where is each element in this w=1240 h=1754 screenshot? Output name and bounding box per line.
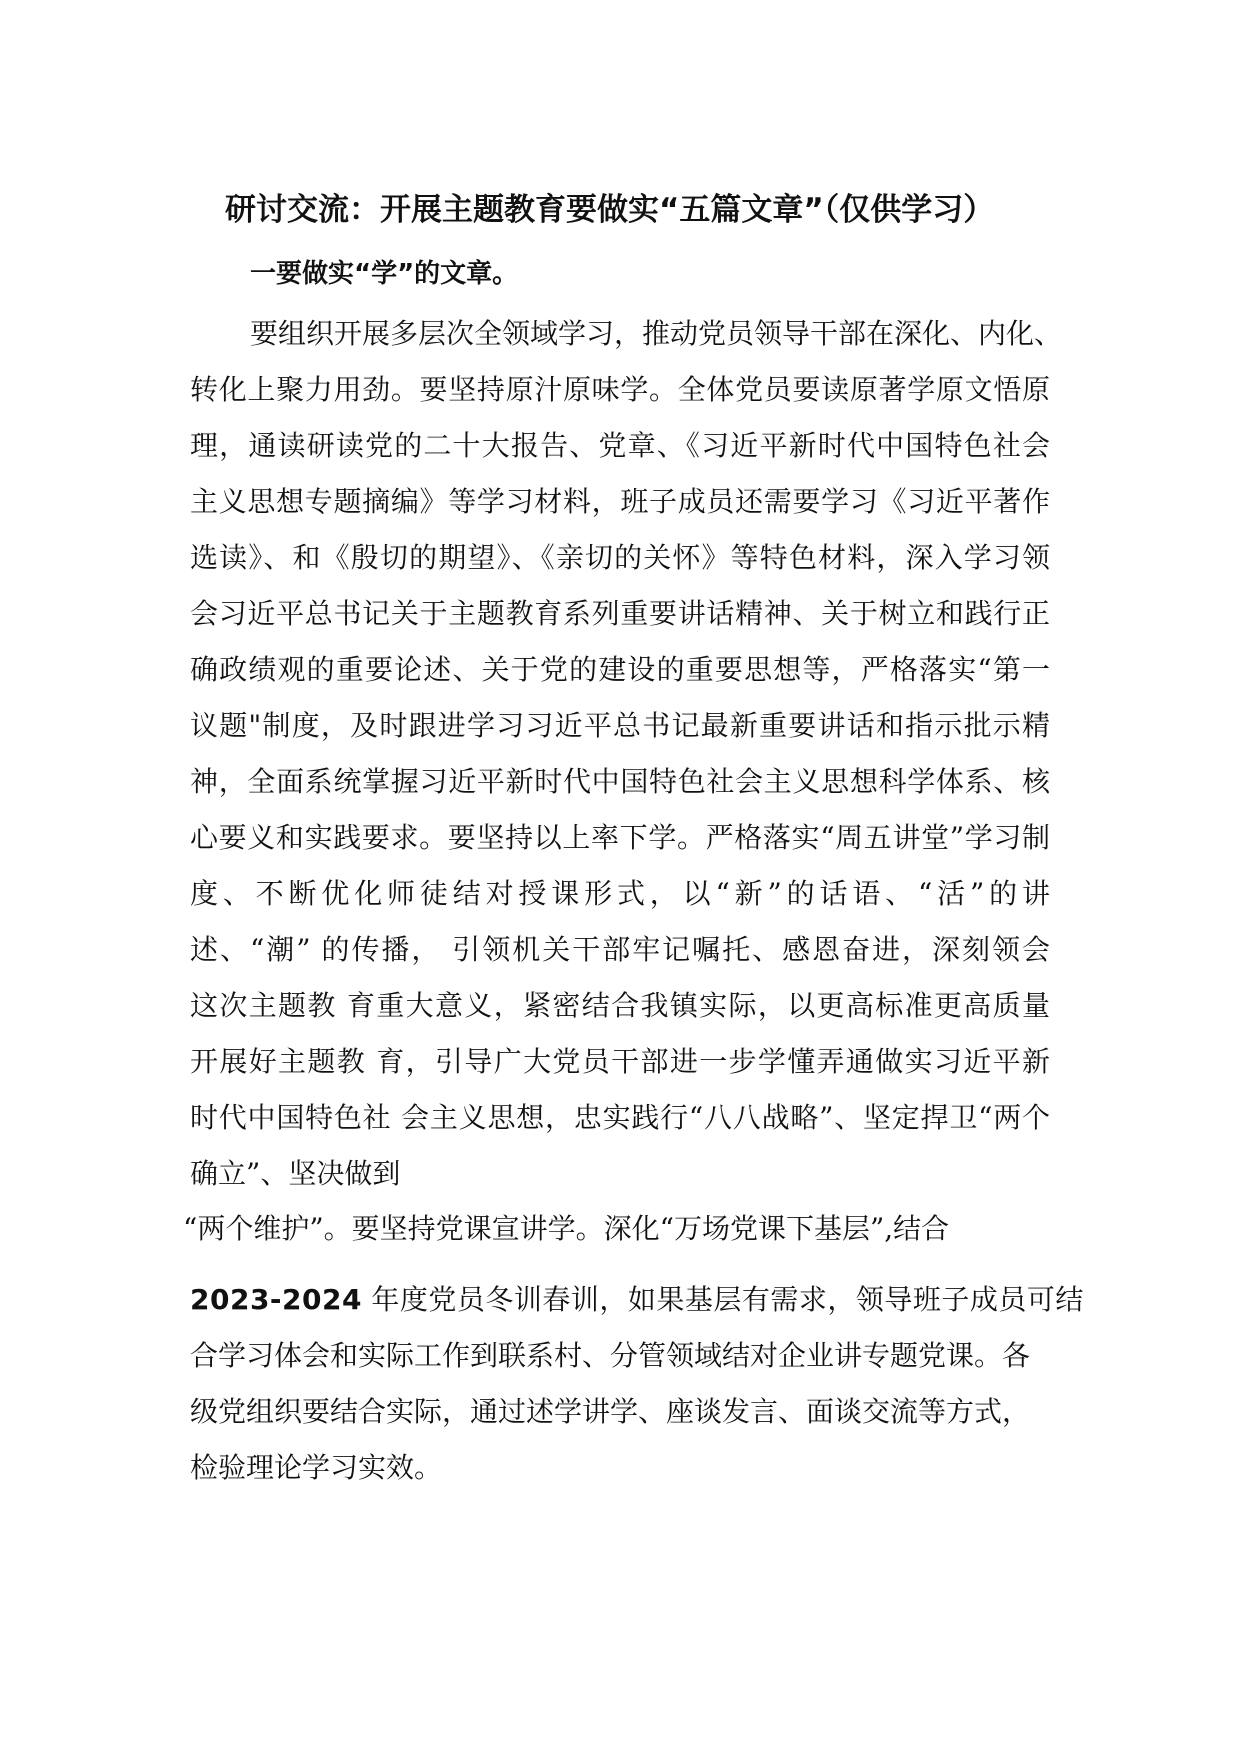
paragraph-line: 主义思想专题摘编》等学习材料，班子成员还需要学习《习近平著作 <box>190 485 1050 518</box>
paragraph-line: 述、“潮” 的传播， 引领机关干部牢记嘱托、感恩奋进，深刻领会 <box>190 933 1050 966</box>
closing-line: 级党组织要结合实际，通过述学讲学、座谈发言、面谈交流等方式， <box>190 1395 1031 1428</box>
document-title: 研讨交流：开展主题教育要做实“五篇文章”（仅供学习） <box>225 192 995 228</box>
paragraph-line: 要组织开展多层次全领域学习，推动党员领导干部在深化、内化、 <box>250 317 1063 350</box>
paragraph-line: 议题"制度，及时跟进学习习近平总书记最新重要讲话和指示批示精 <box>190 709 1050 742</box>
year-line-text: 年度党员冬训春训，如果基层有需求，领导班子成员可结 <box>361 1283 1084 1316</box>
paragraph-line-year <box>190 1282 1084 1318</box>
paragraph-line: 确政绩观的重要论述、关于党的建设的重要思想等，严格落实“第一 <box>190 653 1050 686</box>
section-heading: 一要做实“学”的文章。 <box>250 259 519 289</box>
paragraph-line: 开展好主题教 育，引导广大党员干部进一步学懂弄通做实习近平新 <box>190 1045 1050 1078</box>
closing-line: 检验理论学习实效。 <box>190 1451 443 1484</box>
closing-line: 合学习体会和实际工作到联系村、分管领域结对企业讲专题党课。各 <box>190 1339 1031 1372</box>
paragraph-line: 理，通读研读党的二十大报告、党章、《习近平新时代中国特色社会 <box>190 429 1050 462</box>
paragraph-line: 确立”、坚决做到 <box>190 1157 401 1190</box>
paragraph-line: 心要义和实践要求。要坚持以上率下学。严格落实“周五讲堂”学习制 <box>190 821 1050 854</box>
year-range: 2023-2024 <box>190 1283 362 1316</box>
paragraph-line: “两个维护”。要坚持党课宣讲学。深化“万场党课下基层”,结合 <box>183 1212 950 1245</box>
paragraph-line: 会习近平总书记关于主题教育系列重要讲话精神、关于树立和践行正 <box>190 597 1050 630</box>
paragraph-line: 神，全面系统掌握习近平新时代中国特色社会主义思想科学体系、核 <box>190 765 1050 798</box>
paragraph-line: 转化上聚力用劲。要坚持原汁原味学。全体党员要读原著学原文悟原 <box>190 373 1050 406</box>
paragraph-line: 度、不断优化师徒结对授课形式，以“新”的话语、“活”的讲 <box>190 877 1050 910</box>
paragraph-line: 选读》、和《殷切的期望》、《亲切的关怀》等特色材料，深入学习领 <box>190 541 1050 574</box>
paragraph-line: 这次主题教 育重大意义，紧密结合我镇实际，以更高标准更高质量 <box>190 989 1050 1022</box>
paragraph-line: 时代中国特色社 会主义思想，忠实践行“八八战略”、坚定捍卫“两个 <box>190 1101 1050 1134</box>
